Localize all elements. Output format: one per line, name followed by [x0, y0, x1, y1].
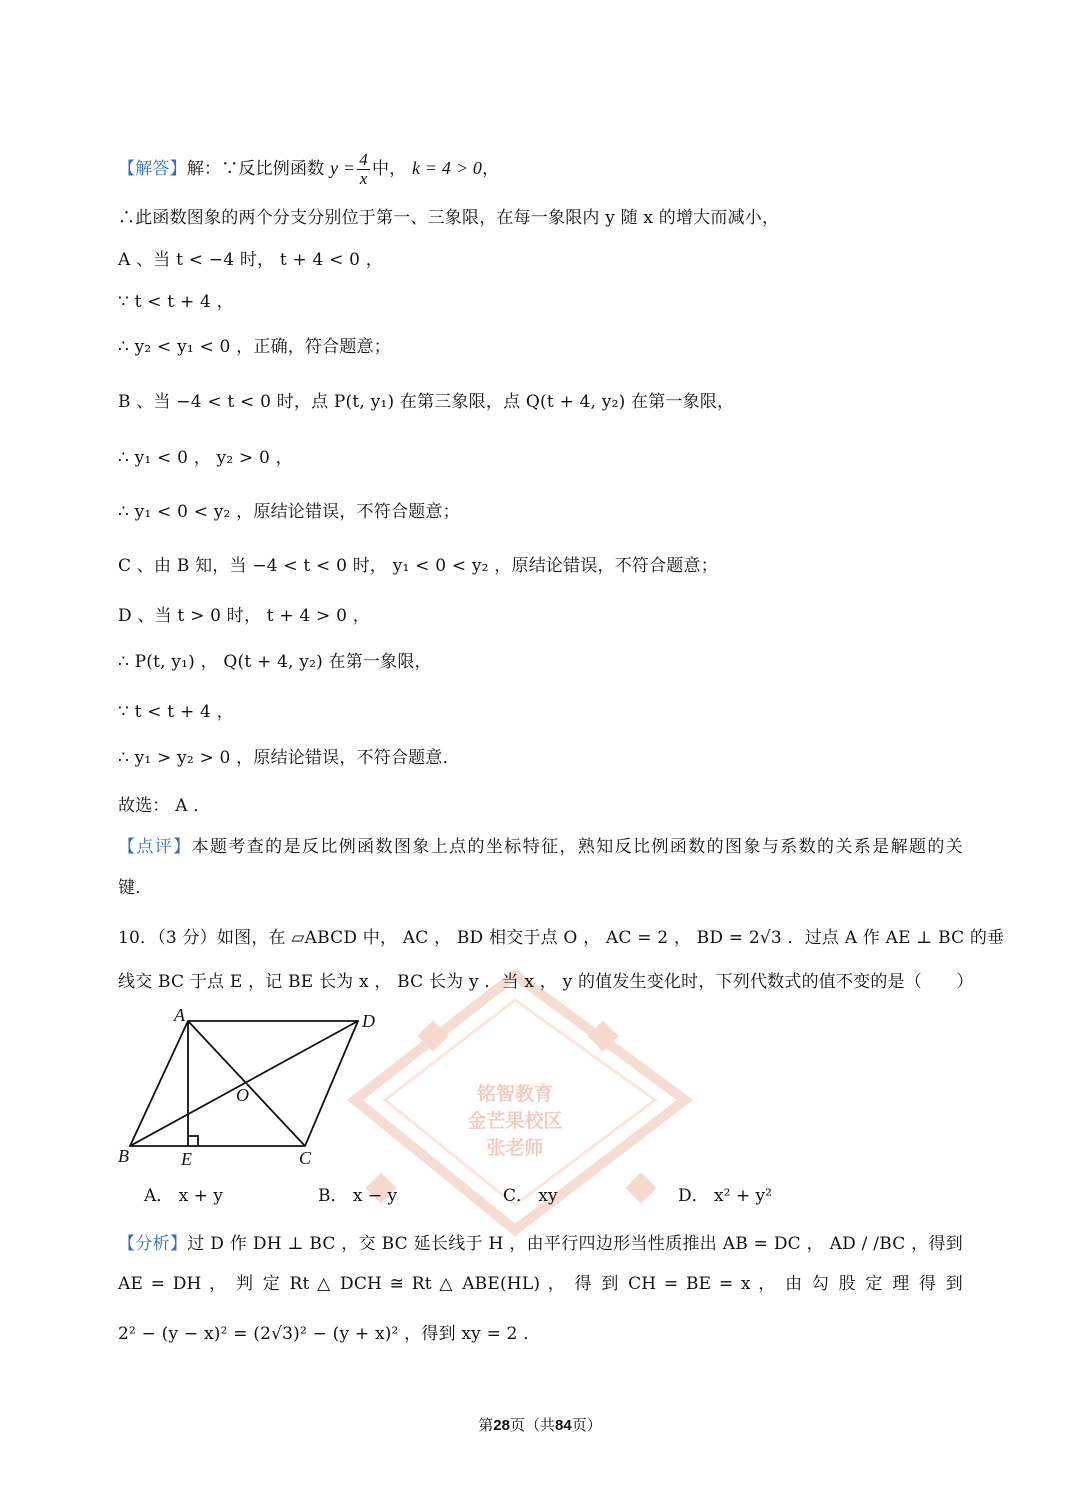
parallelogram-figure	[110, 1000, 400, 1175]
solution-intro: 解：∵反比例函数	[186, 159, 325, 179]
solution-comma: ，	[482, 159, 500, 179]
solution-line-11: ∴ P(t, y₁) ， Q(t + 4, y₂) 在第一象限，	[118, 652, 432, 672]
diagonal-bd	[130, 1021, 358, 1146]
function-y: y =	[330, 158, 356, 178]
option-c: C． xy	[503, 1186, 558, 1206]
watermark-line-1: 铭智教育	[476, 1083, 554, 1105]
right-angle-mark	[188, 1136, 198, 1146]
solution-line-3: A 、当 t < −4 时， t + 4 < 0 ，	[118, 250, 384, 270]
option-b: B． x − y	[318, 1186, 398, 1206]
option-a: A． x + y	[144, 1186, 223, 1206]
solution-zhong: 中，	[371, 159, 407, 179]
label-a: A	[174, 1005, 185, 1025]
analysis-line-1	[118, 1232, 963, 1256]
review-text: 本题考查的是反比例函数图象上点的坐标特征，熟知反比例函数的图象与系数的关系是解题的关	[191, 837, 963, 857]
solution-line-7: ∴ y₁ < 0 ， y₂ > 0 ，	[118, 448, 293, 468]
footer-middle: 页（共	[509, 1416, 555, 1434]
fraction-4-over-x	[357, 151, 370, 188]
label-c: C	[299, 1148, 312, 1168]
review-line-2: 键．	[118, 878, 153, 898]
diagonal-ac	[188, 1021, 305, 1146]
solution-line-8: ∴ y₁ < 0 < y₂ ，原结论错误，不符合题意；	[118, 502, 460, 522]
question-10-line-2: 线交 BC 于点 E ，记 BE 长为 x ， BC 长为 y ．当 x ， y 的值发生变化时，下列代数式的值不变的是（ ）	[118, 972, 974, 992]
question-10-line-1: 10．（3 分）如图，在 ▱ABCD 中， AC ， BD 相交于点 O ， AC = 2 ， BD = 2√3 ．过点 A 作 AE ⊥ BC 的垂	[118, 928, 1005, 948]
solution-line-5: ∴ y₂ < y₁ < 0 ，正确，符合题意；	[118, 337, 391, 357]
watermark-square-4	[625, 1172, 656, 1203]
k-condition: k = 4 > 0	[412, 158, 483, 178]
analysis-tag: 【分析】	[118, 1234, 188, 1254]
fraction-numerator: 4	[359, 150, 368, 169]
solution-line-14: 故选： A ．	[118, 796, 211, 816]
solution-line-1	[118, 146, 499, 190]
watermark-line-3: 张老师	[486, 1137, 544, 1159]
solution-line-13: ∴ y₁ > y₂ > 0 ，原结论错误，不符合题意．	[118, 748, 460, 768]
watermark-line-2: 金芒果校区	[467, 1110, 563, 1132]
option-d: D． x² + y²	[678, 1186, 772, 1206]
analysis-text-1: 过 D 作 DH ⊥ BC ，交 BC 延长线于 H ，由平行四边形当性质推出 AB = DC ， AD / /BC ，得到	[187, 1234, 963, 1254]
footer-suffix: 页）	[571, 1416, 602, 1434]
footer-total-pages: 84	[555, 1417, 572, 1434]
footer-prefix: 第	[478, 1416, 494, 1434]
analysis-line-2: AE = DH ， 判 定 Rt △ DCH ≅ Rt △ ABE(HL) ， 得 到 CH = BE = x ， 由 勾 股 定 理 得 到	[118, 1274, 963, 1294]
fraction-denominator: x	[359, 169, 368, 188]
solution-line-4: ∵ t < t + 4 ，	[118, 292, 234, 312]
footer-page-number: 28	[493, 1417, 510, 1434]
solution-line-6: B 、当 −4 < t < 0 时，点 P(t, y₁) 在第三象限，点 Q(t + 4, y₂) 在第一象限，	[118, 392, 735, 412]
solution-line-12: ∵ t < t + 4 ，	[118, 702, 234, 722]
label-o: O	[236, 1085, 249, 1105]
review-line-1	[118, 835, 963, 859]
solution-tag: 【解答】	[118, 159, 187, 179]
analysis-line-3: 2² − (y − x)² = (2√3)² − (y + x)² ，得到 xy = 2 ．	[118, 1324, 541, 1344]
label-d: D	[362, 1011, 375, 1031]
solution-line-2: ∴此函数图象的两个分支分别位于第一、三象限，在每一象限内 y 随 x 的增大而减小，	[118, 208, 780, 228]
solution-line-10: D 、当 t > 0 时， t + 4 > 0 ，	[118, 606, 370, 626]
page-footer	[0, 1414, 1080, 1435]
review-tag: 【点评】	[118, 837, 192, 857]
label-b: B	[118, 1146, 129, 1166]
solution-line-9: C 、由 B 知，当 −4 < t < 0 时， y₁ < 0 < y₂ ，原结论错误，不符合题意；	[118, 556, 718, 576]
label-e: E	[181, 1149, 192, 1169]
